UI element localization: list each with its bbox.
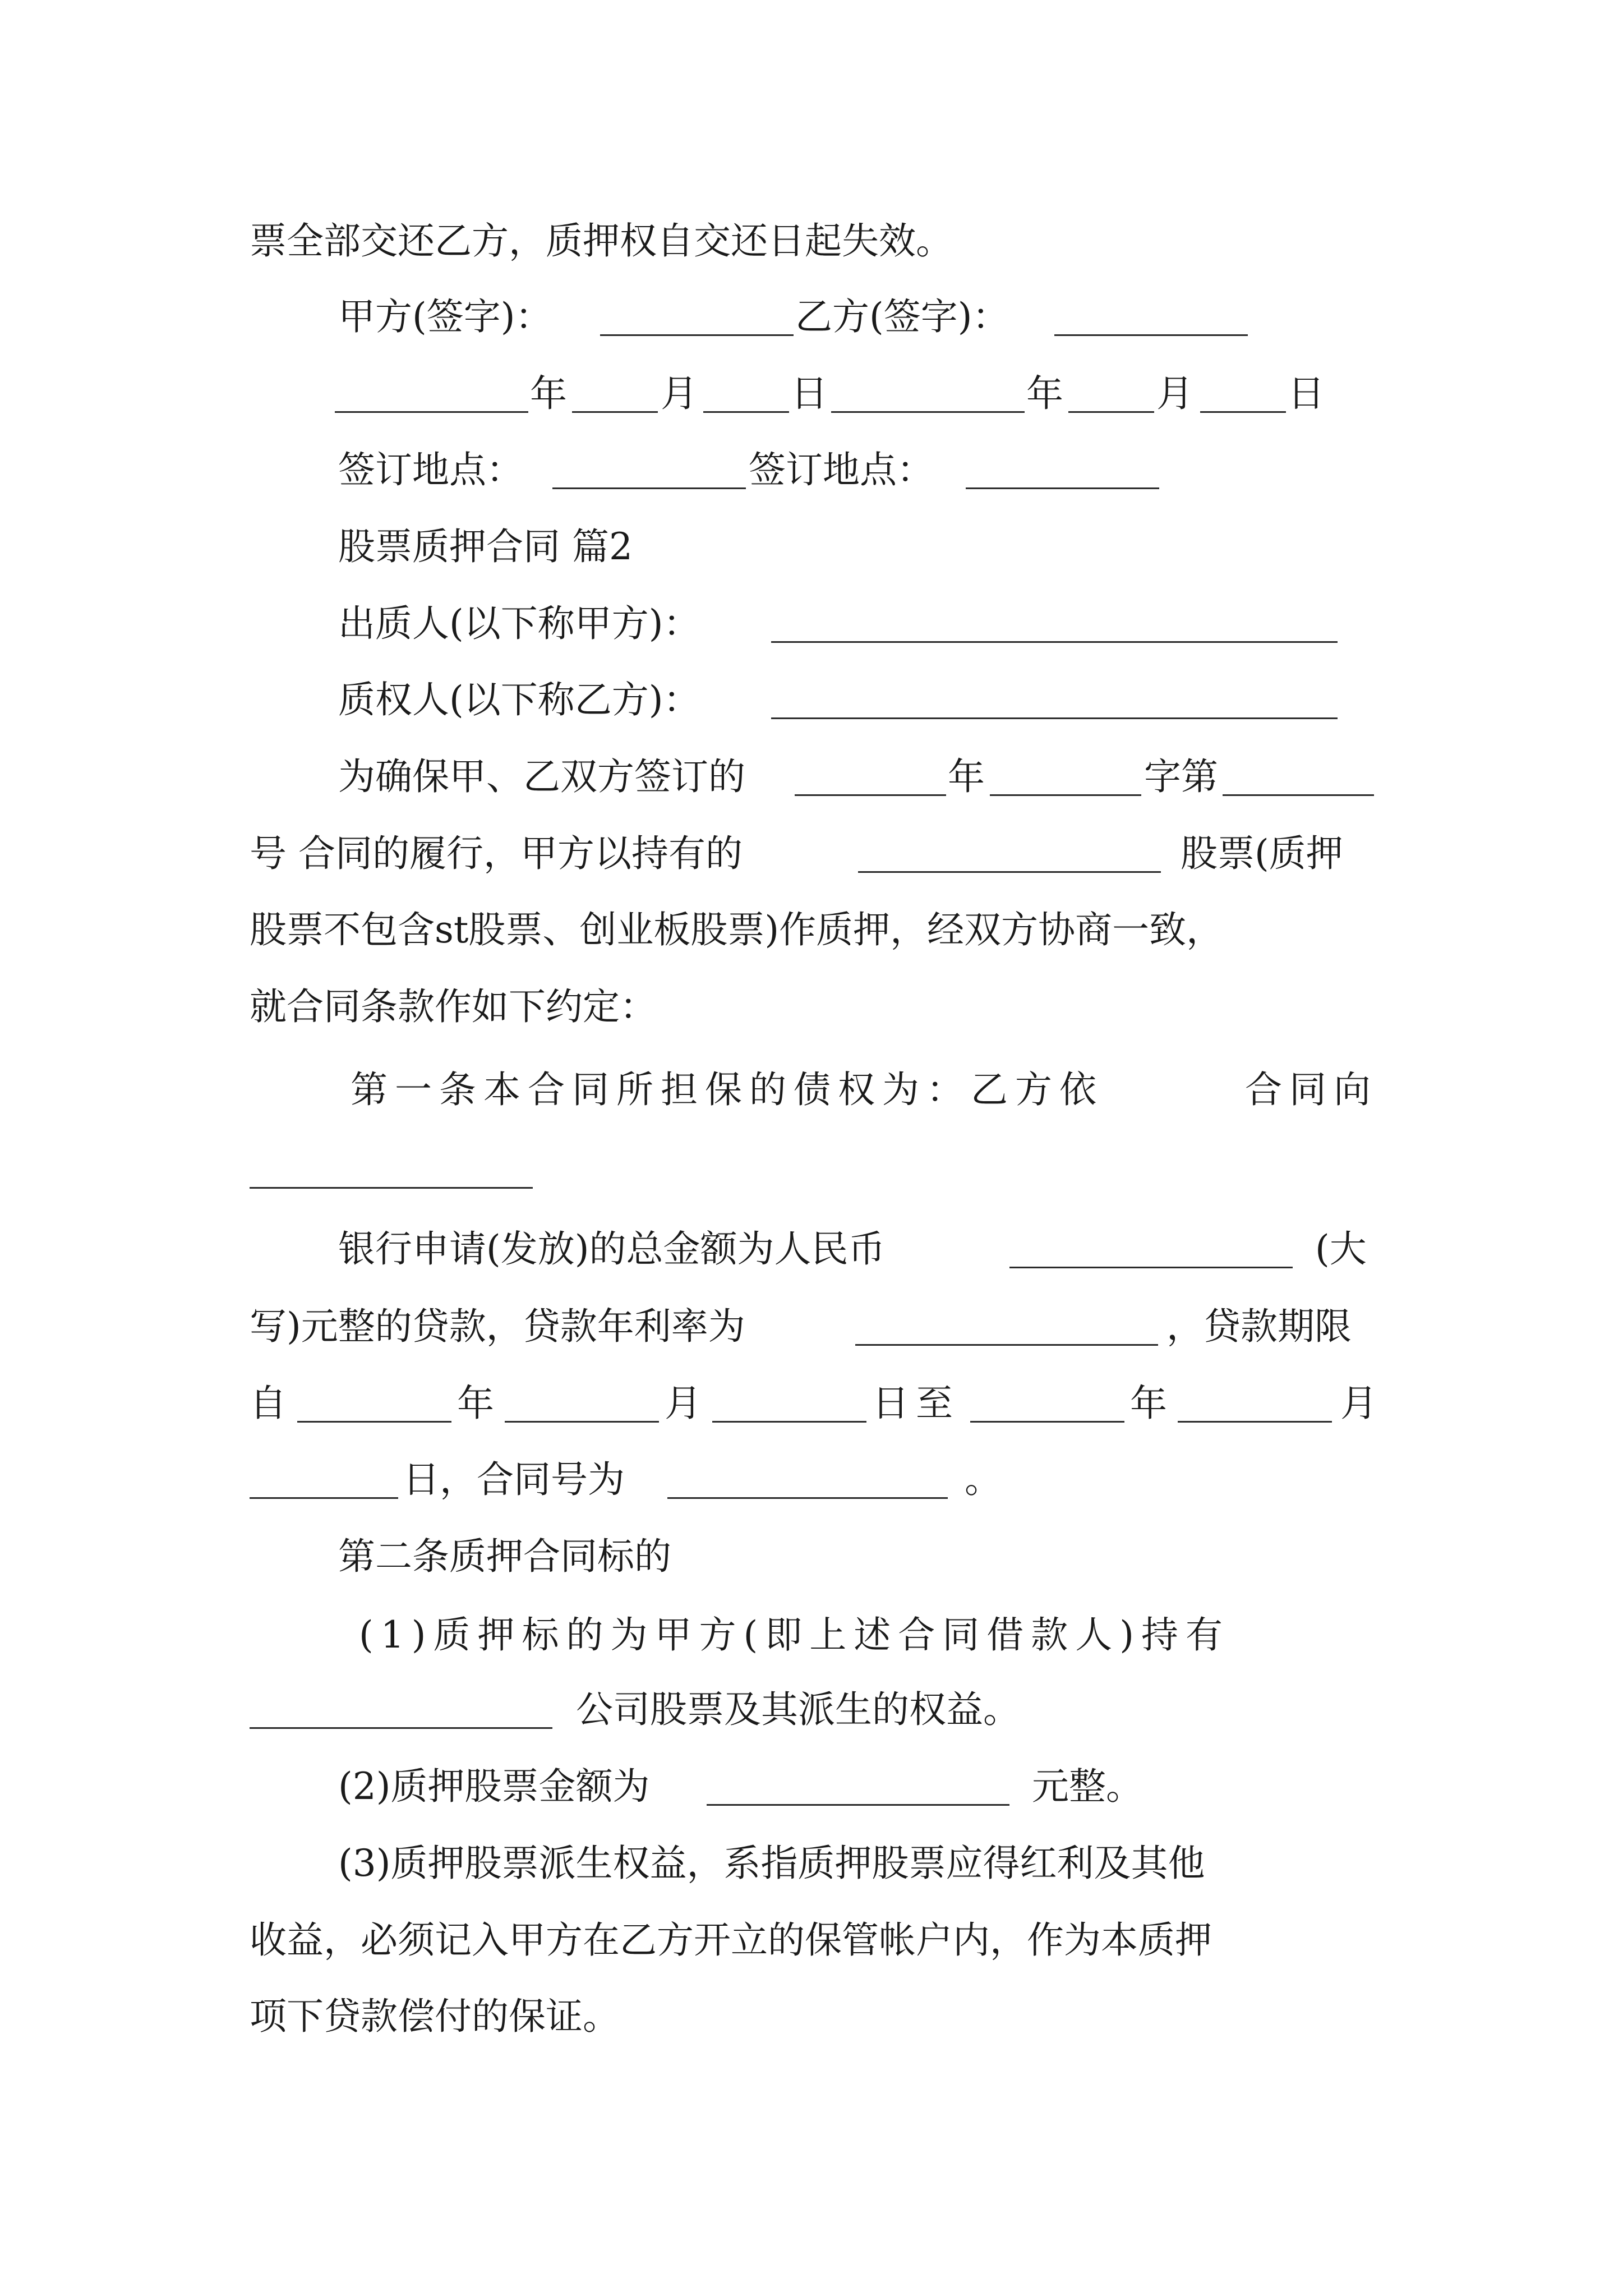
signing-place-label: 签订地点： [338,448,523,491]
to-label: 日至 [872,1382,960,1425]
year-label: 年 [457,1382,494,1425]
contract-number-blank [667,1497,948,1499]
month-label: 月 [665,1382,702,1425]
day-blank [1200,411,1286,413]
signing-place-label: 签订地点： [749,448,934,491]
section-title-line [0,516,1623,578]
paragraph-text: 公司股票及其派生的权益。 [576,1688,1020,1731]
pledgor-label: 出质人(以下称甲方)： [338,602,700,645]
paragraph-text: 写)元整的贷款，贷款年利率为 [250,1305,745,1348]
month-label: 月 [661,372,698,415]
blank [990,794,1141,796]
signing-place-line [0,439,1623,501]
year-label: 年 [1026,372,1063,415]
text-line [0,1910,1623,1971]
clause-2-text: (2)质押股票金额为 [338,1765,650,1808]
month-blank [1068,411,1154,413]
text-line [0,746,1623,808]
article-1-text: 第一条本合同所担保的债权为：乙方依 [351,1068,1104,1111]
paragraph-text: 为确保甲、乙双方签订的 [338,755,745,798]
pledgee-line [0,669,1623,731]
text-line [0,1296,1623,1358]
bank-name-blank [250,1187,533,1189]
text-line [0,1833,1623,1894]
blank [795,794,946,796]
paragraph-text: 号 合同的履行，甲方以持有的 [250,832,743,875]
paragraph-text: 。 [965,1458,1002,1501]
interest-rate-blank [855,1344,1158,1346]
pledgor-line [0,593,1623,655]
month-label: 月 [1156,372,1193,415]
paragraph-text: (大 [1315,1227,1367,1271]
text-line [0,1449,1623,1511]
text-line [0,1059,1623,1121]
day-blank [712,1421,866,1423]
clause-1-text: (1)质押标的为甲方(即上述合同借款人)持有 [359,1613,1230,1657]
text-line [0,1604,1623,1666]
text-line [0,823,1623,885]
paragraph-text: 票全部交还乙方，质押权自交还日起失效。 [250,219,953,263]
day-blank [703,411,789,413]
text-line [0,976,1623,1038]
year-blank [970,1421,1124,1423]
text-line [0,210,1623,272]
stock-amount-blank [707,1804,1009,1806]
paragraph-text: 字第 [1144,755,1218,798]
month-label: 月 [1340,1382,1377,1425]
party-a-signature-blank [600,334,794,336]
pledgor-blank [771,641,1338,643]
month-blank [572,411,658,413]
clause-3-text: (3)质押股票派生权益，系指质押股票应得红利及其他 [338,1842,1205,1885]
year-label: 年 [1130,1382,1167,1425]
text-line [0,899,1623,961]
article-2-heading: 第二条质押合同标的 [338,1535,671,1578]
year-label: 年 [948,755,985,798]
paragraph-text: 元整。 [1032,1765,1143,1808]
paragraph-text: 合同向 [1245,1068,1378,1111]
paragraph-text: 股票不包含st股票、创业板股票)作质押，经双方协商一致， [250,908,1224,951]
party-a-signature-label: 甲方(签字)： [338,295,552,338]
day-label: 日 [791,372,828,415]
blank [1223,794,1374,796]
paragraph-text: 股票(质押 [1181,832,1343,875]
from-label: 自 [250,1382,287,1425]
year-blank [297,1421,451,1423]
text-line [0,1986,1623,2047]
month-blank [505,1421,659,1423]
signing-place-blank [966,487,1159,489]
year-blank [335,411,528,413]
date-line [0,363,1623,425]
paragraph-text: ，贷款期限 [1166,1305,1352,1348]
text-line [0,1756,1623,1818]
paragraph-text: 就合同条款作如下约定： [250,985,657,1028]
paragraph-text: 收益，必须记入甲方在乙方开立的保管帐户内，作为本质押 [250,1918,1212,1962]
loan-period-line [0,1373,1623,1434]
paragraph-text: 银行申请(发放)的总金额为人民币 [338,1227,886,1271]
month-blank [1178,1421,1332,1423]
text-line [0,1218,1623,1280]
amount-blank [1009,1267,1293,1268]
paragraph-text: 项下贷款偿付的保证。 [250,1995,620,2038]
pledgee-label: 质权人(以下称乙方)： [338,678,700,721]
text-line [0,1679,1623,1741]
pledgee-blank [771,717,1338,719]
paragraph-text: 日，合同号为 [403,1458,625,1501]
stock-name-blank [858,871,1161,873]
year-label: 年 [530,372,567,415]
year-blank [831,411,1025,413]
signing-place-blank [552,487,746,489]
day-blank [250,1497,398,1499]
party-b-signature-label: 乙方(签字)： [795,295,1009,338]
day-label: 日 [1288,372,1325,415]
text-line [0,1526,1623,1588]
party-b-signature-blank [1054,334,1248,336]
signature-line [0,286,1623,348]
company-name-blank [250,1727,552,1729]
section-title: 股票质押合同 篇2 [338,525,633,568]
